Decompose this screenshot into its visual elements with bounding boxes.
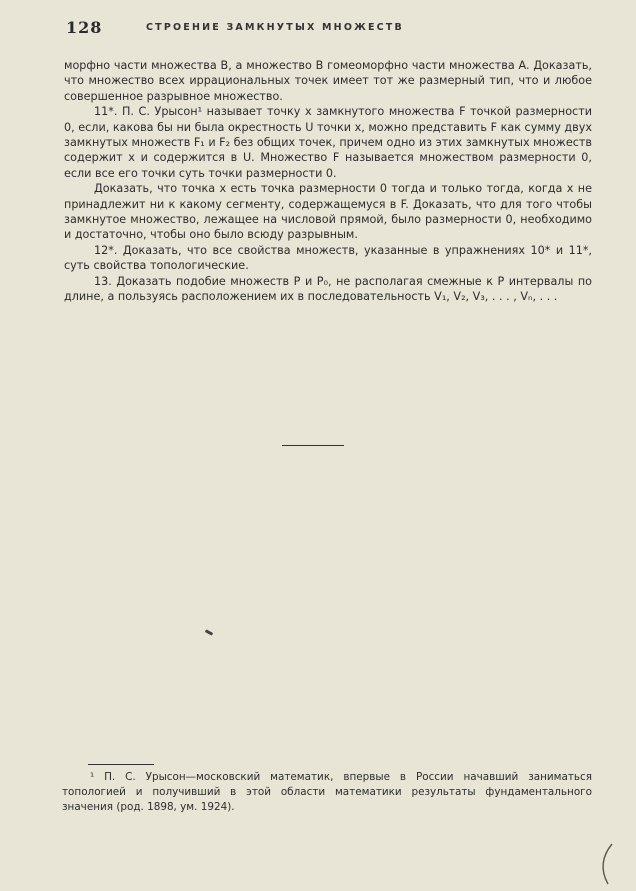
footnote-rule [88, 764, 154, 765]
section-separator-rule [282, 445, 344, 446]
exercise-11: 11*. П. С. Урысон¹ называет точку x замкнутого множества F точкой размерности 0, если, какова бы ни была окрестность U точки x, можно представить F как сумму двух замкнутых множеств F₁ и F₂ без общих точек, причем одно из этих замкнутых множеств содержит x и содержится в U. Множество F называется множеством размерности 0, если все его точки суть точки размерности 0. [64, 105, 592, 180]
print-speck [205, 629, 213, 635]
exercise-13: 13. Доказать подобие множеств P и P₀, не располагая смежные к P интервалы по длине, а пользуясь расположением их в последовательность V₁, V₂, V₃, . . . , Vₙ, . . . [64, 274, 592, 304]
exercise-12: 12*. Доказать, что все свойства множеств, указанные в упражнениях 10* и 11*, суть свойства топологические. [64, 243, 592, 273]
running-head [66, 18, 574, 42]
running-head-title: СТРОЕНИЕ ЗАМКНУТЫХ МНОЖЕСТВ [146, 22, 404, 33]
footnote-text: ¹ П. С. Урысон—московский математик, впервые в России начавший заниматься топологией и получивший в этой области математики результаты фундаментального значения (род. 1898, ум. 1924). [62, 771, 592, 813]
page-number: 128 [66, 18, 103, 37]
main-text [64, 58, 592, 305]
exercise-11-proof-task: Доказать, что точка x есть точка размерности 0 тогда и только тогда, когда x не принадлежит ни к какому сегменту, содержащемуся в F. Доказать, что для того чтобы замкнутое множество, лежащее на числовой прямой, было размерности 0, необходимо и достаточно, чтобы оно было всюду разрывным. [64, 182, 592, 242]
paragraph-continuation: морфно части множества B, а множество B гомеоморфно части множества A. Доказать, что множество всех иррациональных точек имеет тот же размерный тип, что и любое совершенное разрывное множество. [64, 59, 592, 103]
page-edge-mark [598, 842, 618, 886]
footnote [62, 770, 592, 815]
